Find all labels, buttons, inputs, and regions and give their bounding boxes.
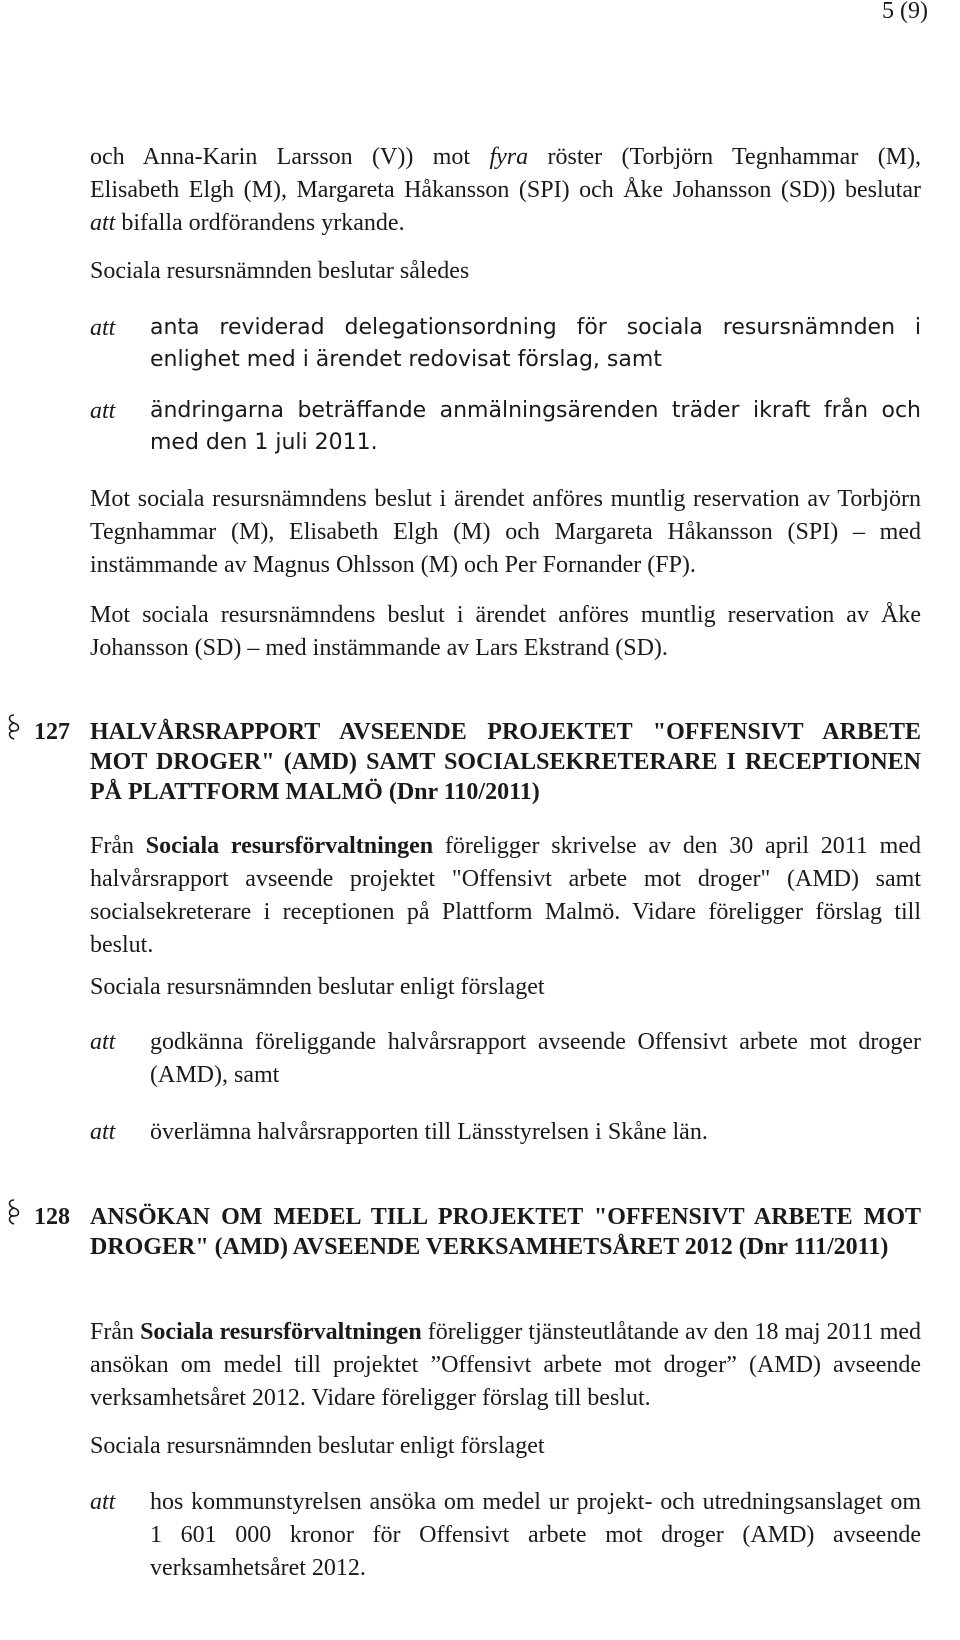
decision-lead: Sociala resursnämnden beslutar enligt förslaget bbox=[90, 1433, 545, 1459]
section-sign-icon bbox=[2, 1198, 26, 1226]
section-number: 127 bbox=[34, 719, 70, 745]
decision-item: ändringarna beträffande anmälningsärenden träder ikraft från och med den 1 juli 2011. bbox=[150, 398, 921, 455]
intro-paragraph bbox=[90, 141, 921, 240]
section-body: Från Sociala resursförvaltningen föreligger tjänsteutlåtande av den 18 maj 2011 med ansökan om medel till projektet ”Offensivt arbete mot droger” (AMD) avseende verksamhetsåret 2012. Vidare föreligger förslag till beslut. bbox=[90, 1319, 922, 1411]
decision-item: hos kommunstyrelsen ansöka om medel ur projekt- och utredningsanslaget om 1 601 000 kronor för Offensivt arbete mot droger (AMD) avseende verksamhetsåret 2012. bbox=[150, 1489, 921, 1581]
decision-item: godkänna föreliggande halvårsrapport avseende Offensivt arbete mot droger (AMD), samt bbox=[150, 1029, 921, 1088]
intro-line3: att bifalla ordförandens yrkande. bbox=[90, 210, 405, 236]
section-sign-icon bbox=[2, 713, 26, 741]
att-label: att bbox=[90, 398, 116, 424]
intro-line2: Elisabeth Elgh (M), Margareta Håkansson (SPI) och Åke Johansson (SD)) beslutar bbox=[90, 177, 921, 203]
decision-lead: Sociala resursnämnden beslutar således bbox=[90, 258, 470, 284]
decision-lead: Sociala resursnämnden beslutar enligt förslaget bbox=[90, 974, 545, 1000]
page-number: 5 (9) bbox=[882, 0, 928, 24]
reservation-paragraph: Mot sociala resursnämndens beslut i ärendet anföres muntlig reservation av Torbjörn Tegnhammar (M), Elisabeth Elgh (M) och Margareta Håkansson (SPI) – med instämmande av Magnus Ohlsson (M) och Per Fornander (FP). bbox=[90, 486, 921, 578]
intro-line1: och Anna-Karin Larsson (V)) mot fyra röster (Torbjörn Tegnhammar (M), bbox=[90, 144, 921, 170]
att-label: att bbox=[90, 315, 116, 341]
att-label: att bbox=[90, 1119, 116, 1145]
section-number: 128 bbox=[34, 1204, 70, 1230]
section-title: HALVÅRSRAPPORT AVSEENDE PROJEKTET "OFFENSIVT ARBETE MOT DROGER" (AMD) SAMT SOCIALSEKRETERARE I RECEPTIONEN PÅ PLATTFORM MALMÖ (Dnr 110/2011) bbox=[90, 719, 921, 805]
reservation-paragraph: Mot sociala resursnämndens beslut i ärendet anföres muntlig reservation av Åke Johansson (SD) – med instämmande av Lars Ekstrand (SD). bbox=[90, 602, 921, 661]
att-label: att bbox=[90, 1029, 116, 1055]
decision-item: överlämna halvårsrapporten till Länsstyrelsen i Skåne län. bbox=[150, 1119, 708, 1145]
att-label: att bbox=[90, 1489, 116, 1515]
section-body: Från Sociala resursförvaltningen föreligger skrivelse av den 30 april 2011 med halvårsrapport avseende projektet "Offensivt arbete mot droger" (AMD) samt socialsekreterare i receptionen på Plattform Malmö. Vidare föreligger förslag till beslut. bbox=[90, 833, 921, 958]
section-title: ANSÖKAN OM MEDEL TILL PROJEKTET "OFFENSIVT ARBETE MOT DROGER" (AMD) AVSEENDE VERKSAMHETSÅRET 2012 (Dnr 111/2011) bbox=[90, 1204, 921, 1260]
decision-item: anta reviderad delegationsordning för sociala resursnämnden i enlighet med i ärendet redovisat förslag, samt bbox=[150, 315, 921, 372]
